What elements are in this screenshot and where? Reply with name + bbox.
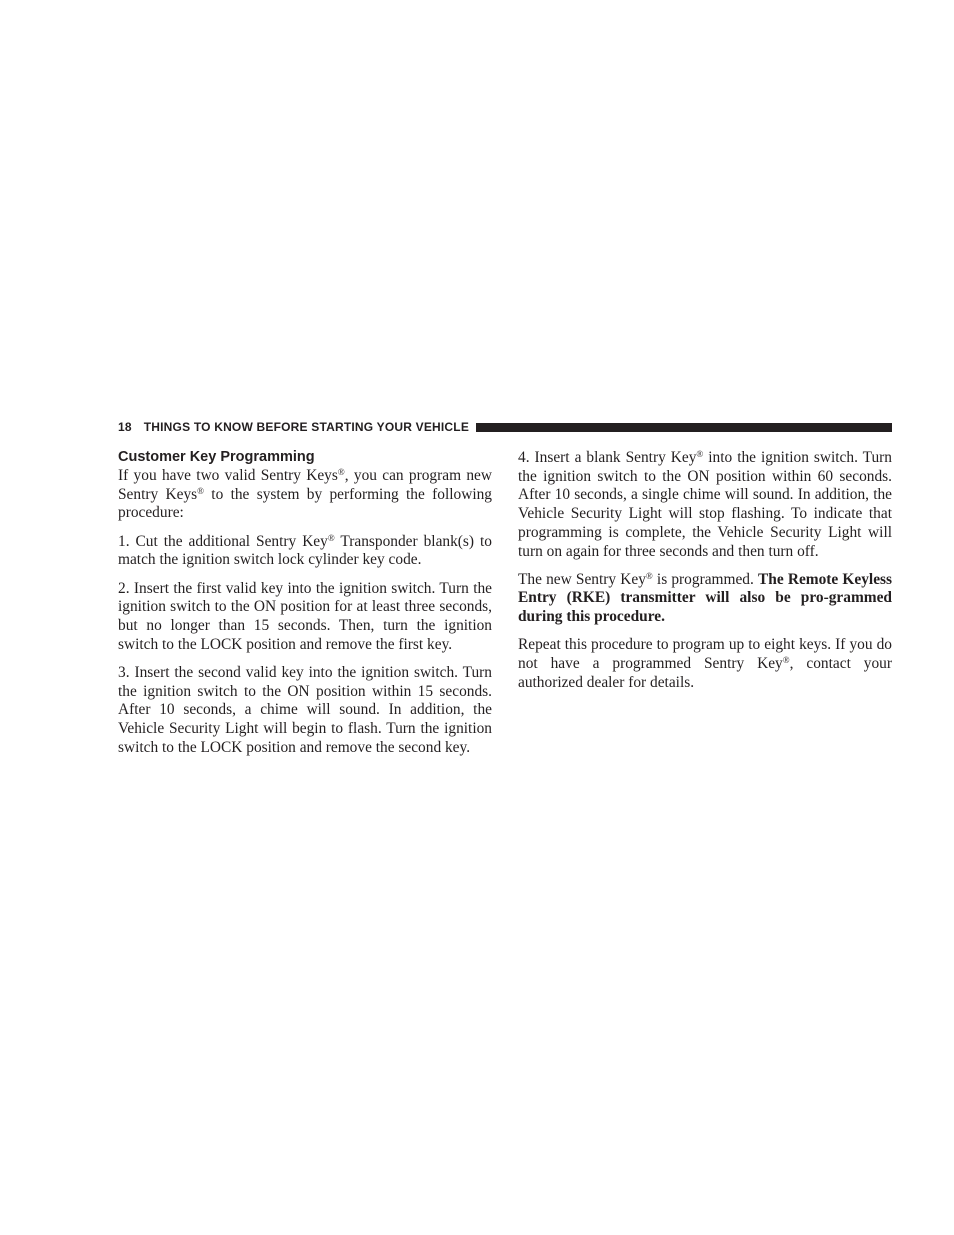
registered-mark: ® xyxy=(645,570,653,581)
intro-text-3: to the system by performing the following procedure: xyxy=(118,485,492,522)
step-1-paragraph xyxy=(118,533,492,570)
registered-mark: ® xyxy=(696,449,704,459)
repeat-text-2: , contact your authorized dealer for details. xyxy=(518,655,893,691)
programmed-paragraph xyxy=(518,571,892,627)
repeat-paragraph xyxy=(518,636,892,692)
repeat-text-1: Repeat this procedure to program up to eight keys. If you do not have a programmed Sentry Key xyxy=(518,636,892,673)
registered-mark: ® xyxy=(782,655,790,666)
page-header xyxy=(118,419,892,435)
step-4-text-2: into the ignition switch. Turn the ignition switch to the ON position within 60 seconds. After 10 seconds, a single chime will sound. In addition, the Vehicle Security Light will stop flashing. To indicate that programming is complete, the Vehicle Security Light will turn on again for three seconds and then turn off. xyxy=(518,449,893,560)
section-heading: Customer Key Programming xyxy=(118,449,315,465)
intro-paragraph xyxy=(118,467,492,523)
intro-text-1: If you have two valid Sentry Keys xyxy=(118,467,338,484)
rke-note-bold: The Remote Keyless Entry (RKE) transmitter will also be pro-grammed during this procedure. xyxy=(518,570,893,626)
registered-mark: ® xyxy=(337,467,345,477)
step-1-text-1: 1. Cut the additional Sentry Key xyxy=(118,532,328,550)
section-title: THINGS TO KNOW BEFORE STARTING YOUR VEHICLE xyxy=(143,420,470,434)
registered-mark: ® xyxy=(197,485,204,496)
left-column xyxy=(118,448,492,767)
programmed-text-1: The new Sentry Key xyxy=(518,570,646,588)
header-rule xyxy=(476,423,892,432)
intro-text-2: , you can program new Sentry Keys xyxy=(118,467,492,503)
programmed-text-2: is programmed. xyxy=(652,570,759,588)
step-4-text-1: 4. Insert a blank Sentry Key xyxy=(518,449,697,466)
step-4-paragraph xyxy=(518,449,892,561)
right-column xyxy=(518,449,892,702)
page-number: 18 xyxy=(118,420,132,434)
step-1-text-2: Transponder blank(s) to match the ignition switch lock cylinder key code. xyxy=(118,532,492,569)
step-3-paragraph: 3. Insert the second valid key into the ignition switch. Turn the ignition switch to the ON position within 15 seconds. After 10 seconds, a chime will sound. In addition, the Vehicle Security Light will begin to flash. Turn the ignition switch to the LOCK position and remove the second key. xyxy=(118,663,492,756)
step-2-paragraph: 2. Insert the first valid key into the ignition switch. Turn the ignition switch to the ON position for at least three seconds, but no longer than 15 seconds. Then, turn the ignition switch to the LOCK position and remove the first key. xyxy=(118,579,492,653)
registered-mark: ® xyxy=(327,532,335,543)
